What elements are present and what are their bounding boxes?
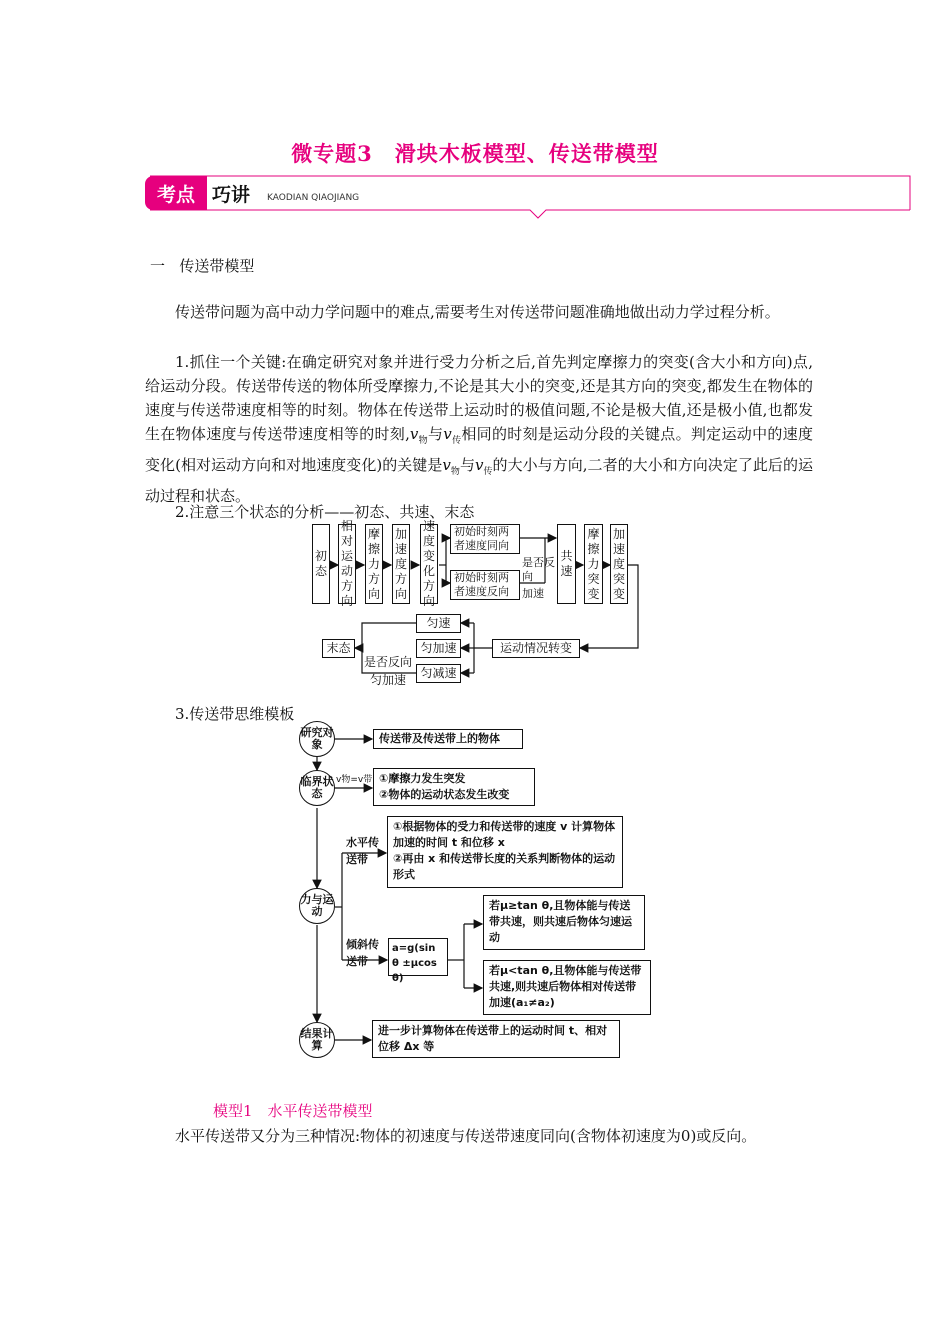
point1-text-c: 的大小与方向,二者的大小和方向决定了此后的运动过程和状态。 xyxy=(145,456,813,505)
flow1-opposite-direction: 初始时刻两者速度反向 xyxy=(450,570,520,600)
page-title: 微专题3 滑块木板模型、传送带模型 xyxy=(291,141,659,166)
flow1-acceleration-jump-label: 加速度突变 xyxy=(613,526,626,601)
flow1-accelerate: 加速 xyxy=(522,587,544,600)
flow1-final: 末态 xyxy=(322,639,355,658)
flow2-critical-condition: v物=v带 xyxy=(336,775,373,785)
point1-text-b: 相同的时刻是运动分段的关键点。判定运动中的速度变化(相对运动方向和对地速度变化)的关键是 xyxy=(145,425,813,474)
flow2-critical-state: 临界状态 xyxy=(299,770,335,806)
flow1-friction-jump-label: 摩擦力突变 xyxy=(587,526,600,601)
flow2-inclined: 倾斜传送带 xyxy=(346,938,379,968)
flow1-uniform-accel-2: 匀加速 xyxy=(370,673,407,687)
flow1-uniform: 匀速 xyxy=(416,614,461,633)
point1-with: 与 xyxy=(427,425,444,443)
flow1-relative-direction-label: 相对运动方向 xyxy=(341,519,354,608)
flow2-critical-desc-1: ①摩擦力发生突发 xyxy=(379,772,466,785)
flow2-critical-desc xyxy=(373,768,535,806)
flow1-acceleration-direction-label: 加速度方向 xyxy=(395,526,408,601)
flow1-uniform-accel: 匀加速 xyxy=(416,639,461,658)
point1-text-a: 1.抓住一个关键:在确定研究对象并进行受力分析之后,首先判定摩擦力的突变(含大小和方向)点,给运动分段。传送带传送的物体所受摩擦力,不论是其大小的突变,还是其方向的突变,都发生在物体的速度与传送带速度相等的时刻。物体在传送带上运动时的极值问题,不论是极大值,还是极小值,也都发生在物体速度与传送带速度相等的时刻, xyxy=(145,353,813,443)
model1-paragraph: 水平传送带又分为三种情况:物体的初速度与传送带速度同向(含物体初速度为0)或反向。 xyxy=(175,1127,757,1145)
v-symbol: v xyxy=(442,456,451,474)
sub-belt: 传 xyxy=(451,436,462,446)
intro-paragraph: 传送带问题为高中动力学问题中的难点,需要考生对传送带问题准确地做出动力学过程分析。 xyxy=(175,303,780,321)
model1-heading: 模型1 水平传送带模型 xyxy=(213,1102,373,1120)
v-symbol: v xyxy=(409,425,419,443)
flow2-inclined-eq: a=g(sin θ ±μcos θ) xyxy=(388,938,448,976)
point1-with: 与 xyxy=(459,456,475,474)
v-symbol: v xyxy=(474,456,484,474)
point3-heading: 3.传送带思维模板 xyxy=(175,705,295,723)
sub-obj: 物 xyxy=(450,467,460,477)
banner-subtitle: KAODIAN QIAOJIANG xyxy=(267,193,360,203)
flow2-inclined-case-1: 若μ≥tan θ,且物体能与传送带共速，则共速后物体匀速运动 xyxy=(483,895,645,950)
flow2-research-object: 研究对象 xyxy=(299,721,335,757)
flow2-critical-desc-2: ②物体的运动状态发生改变 xyxy=(379,788,510,801)
flow1-same-direction: 初始时刻两者速度同向 xyxy=(450,524,520,554)
sub-belt: 传 xyxy=(483,467,493,477)
flow2-result-calc: 结果计算 xyxy=(299,1022,335,1058)
flow2-horizontal-desc xyxy=(387,816,623,888)
flow1-reverse-question-2: 是否反向 xyxy=(364,655,413,669)
flow1-motion-change: 运动情况转变 xyxy=(492,639,580,658)
flow2-horizontal-desc-2: ②再由 x 和传送带长度的关系判断物体的运动形式 xyxy=(393,852,616,881)
flow2-result-desc: 进一步计算物体在传送带上的运动时间 t、相对位移 Δx 等 xyxy=(372,1020,620,1058)
flow2-inclined-case-2: 若μ<tan θ,且物体能与传送带共速,则共速后物体相对传送带加速(a₁≠a₂) xyxy=(483,960,651,1015)
v-symbol: v xyxy=(443,425,452,443)
flow2-force-motion: 力与运动 xyxy=(299,888,335,924)
section-title: 传送带模型 xyxy=(179,257,255,275)
flow1-initial-label: 初态 xyxy=(315,549,328,578)
flow1-uniform-decel: 匀减速 xyxy=(416,664,461,683)
section-number: 一 xyxy=(150,257,166,275)
flow1-common-speed-label: 共速 xyxy=(560,549,573,578)
sub-obj: 物 xyxy=(418,436,428,446)
banner-word: 巧讲 xyxy=(212,184,251,206)
flow1-velocity-change-label: 速度变化方向 xyxy=(423,519,436,608)
flow1-friction-direction-label: 摩擦力方向 xyxy=(368,526,381,601)
flow2-object-desc: 传送带及传送带上的物体 xyxy=(373,729,523,749)
flow1-reverse-question: 是否反向 xyxy=(522,556,555,583)
banner-badge: 考点 xyxy=(145,176,207,210)
point2-heading: 2.注意三个状态的分析——初态、共速、末态 xyxy=(175,503,475,521)
flow2-horizontal-desc-1: ①根据物体的受力和传送带的速度 v 计算物体加速的时间 t 和位移 x xyxy=(393,820,616,849)
flow2-horizontal: 水平传送带 xyxy=(346,836,379,866)
